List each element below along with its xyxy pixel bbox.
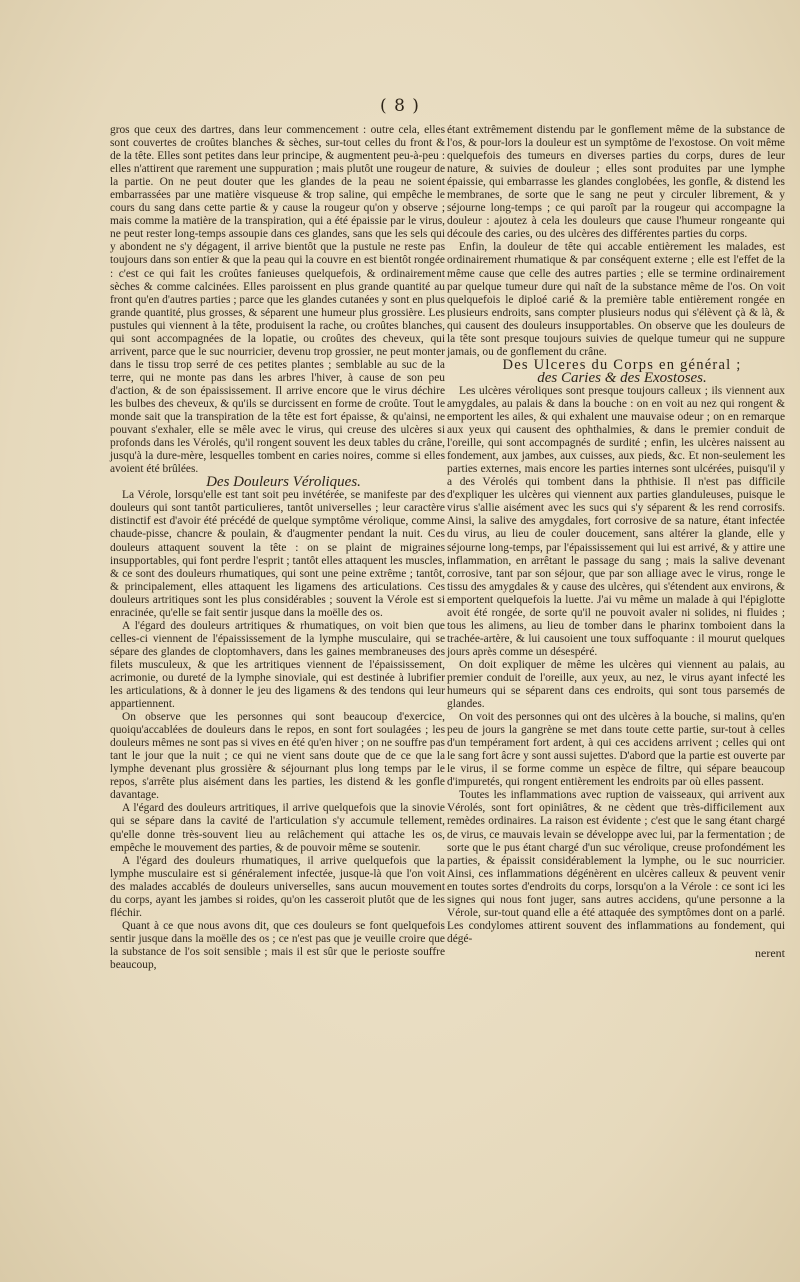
paragraph: La Vérole, lorsqu'elle est tant soit peu invétérée, se manifeste par des douleurs qui sont tantôt particulieres, tantôt universelles ; leur caractère distinctif est d'avoir été précédé de quelque symptôme vérolique, comme chaude-pisse, chancre & poulain, & d'augmenter pendant la nuit. Ces douleurs attaquent souvent la tête : on se plaint de migraines insupportables, qui font perdre l'esprit ; tantôt elles attaquent les muscles, & ce sont des douleurs rhumatiques, qui sont une peine extrême ; tantôt, & principalement, elles attaquent les ligamens des articulations. Ces douleurs artritiques sont les plus considérables ; souvent la Vérole est si enracinée, qu'elle se fait sentir jusque dans la moëlle des os. [110,489,445,619]
section-heading-ulceres: Des Ulceres du Corps en général ; [502,356,742,373]
paragraph: gros que ceux des dartres, dans leur commencement : outre cela, elles sont couvertes de croûtes blanches & sèches, sur-tout celles du front & de la tête. Elles sont petites dans leur principe, & augmentent peu-à-peu : elles n'attirent que rarement une suppuration ; mais plutôt une rougeur de la partie. On ne peut douter que les glandes de la peau ne soient embarrassées par une matière visqueuse & trop saline, qui empêche le cours du sang dans cette partie & y cause la rougeur qu'on y observe ; mais comme la matière de la transpiration, qui a été épaissie par le virus, ne peut rester long-temps assoupie dans ces glandes, sans que les sels qui y abondent ne s'y dégagent, il arrive bientôt que la pustule ne reste pas toujours dans son entier & que la peau qui la couvre en est bientôt rongée : c'est ce qui fait les croûtes fanieuses quelquefois, & ordinairement sèches & comme calcinées. Elles paroissent en plus grande quantité au front qu'en d'autres parties ; parce que les glandes cutanées y sont en plus grande quantité, plus grosses, & séparent une humeur plus grossière. Les pustules qui viennent à la tête, produisent la rache, ou croûtes blanches, qui sont accompagnées de la lopatie, ou croûtes des cheveux, qui arrivent, parce que le suc nourricier, devenu trop grossier, ne peut monter dans le tissu trop serré de ces petites plantes ; semblable au suc de la terre, qui ne monte pas dans les arbres l'hiver, à cause de son peu d'action, & de son épaississement. Il arrive encore que le virus déchire les bulbes des cheveux, & qu'ils se durcissent en forme de croûte. Tout le monde sait que la transpiration de la tête est fort épaisse, & qu'ainsi, ne pouvant s'exhaler, elle se mêle avec le virus, qui creuse des ulcères si profonds dans les Vérolés, qu'il rongent souvent les deux tables du crâne, jusqu'à la dure-mère, lesquelles tombent en caries noires, comme si elles avoient été brûlées. [110,124,445,476]
right-column [447,124,785,960]
left-column [110,124,445,972]
page-number: ( 8 ) [380,96,420,116]
paragraph: Enfin, la douleur de tête qui accable entièrement les malades, est ordinairement rhumatique & par conséquent externe ; elle est l'effet de la même cause que celle des autres parties ; elle se termine ordinairement par quelque tumeur dure qui naît de la substance même de l'os. On voit quelquefois le diploé carié & la première table entièrement rongée en plusieurs endroits, sans compter plusieurs nodus qui s'élèvent çà & là, & qui causent des douleurs insupportables. On observe que les douleurs de la tête sont presque toujours suivies de quelque tumeur qui ne suppure jamais, ou de gonflement du crâne. [447,241,785,358]
paragraph: étant extrêmement distendu par le gonflement même de la substance de l'os, & pour-lors la douleur est un symptôme de l'exostose. On voit même quelquefois des tumeurs en diverses parties du corps, dures de leur nature, & suivies de douleur ; elles sont produites par une lymphe épaissie, qui embarrasse les glandes conglobées, les gonfle, & distend les membranes, de sorte que le sang ne peut y circuler librement, & y séjourne long-temps ; ce qui paroît par la rougeur qui accompagne la douleur : ajoutez à cela les douleurs que cause l'humeur rongeante qui découle des caries, ou des ulcères des différentes parties du corps. [447,124,785,241]
paragraph: On voit des personnes qui ont des ulcères à la bouche, si malins, qu'en peu de jours la gangrène se met dans toute cette partie, sur-tout à celles d'un tempérament fort ardent, à qui ces accidens arrivent ; celles qui ont le sang fort âcre y sont aussi sujettes. D'abord que la partie est ouverte par le virus, il se forme comme un espèce de filtre, qui sépare beaucoup d'impuretés, qui rongent entièrement les endroits par où elles passent. [447,711,785,789]
paragraph: A l'égard des douleurs artritiques & rhumatiques, on voit bien que celles-ci viennent de l'épaississement de la lymphe musculaire, qui se sépare des glandes de cloptomhavers, dans les gaines membraneuses des filets musculeux, & que les artritiques viennent de l'épaississement, acrimonie, ou dureté de la lymphe sinoviale, qui est destinée à lubrifier les articulations, & à donner le jeu des ligamens & des tendons qui leur appartiennent. [110,619,445,711]
paragraph: A l'égard des douleurs artritiques, il arrive quelquefois que la sinovie qui se sépare dans la cavité de l'articulation s'y accumule tellement, qu'elle donne très-souvent lieu au relâchement qui attache les os, empêche le mouvement des parties, & de pouvoir même se soutenir. [110,802,445,854]
paragraph: A l'égard des douleurs rhumatiques, il arrive quelquefois que la lymphe musculaire est si généralement infectée, jusque-là que l'on voit des malades accablés de douleurs universelles, sans aucun mouvement du corps, ayant les jambes si roides, qu'on les casseroit plutôt que de les fléchir. [110,854,445,919]
paragraph: Toutes les inflammations avec ruption de vaisseaux, qui arrivent aux Vérolés, sont fort opiniâtres, & ne cèdent que très-difficilement aux remèdes ordinaires. La raison est évidente ; c'est que le sang étant chargé de virus, ce mauvais levain se développe avec lui, par la fermentation ; de sorte que le pus étant chargé d'un suc vérolique, creuse profondément les parties, & épaissit considérablement la lymphe, ou le suc nourricier. Ainsi, ces inflammations dégénèrent en ulcères calleux & peuvent venir en toutes sortes d'endroits du corps, lorsqu'on a la Vérole : ce sont ici les signes qui nous font juger, sans autres accidens, qu'une personne a la Vérole, sur-tout quand elle a été attaquée des symptômes dont on a parlé. Les condylomes attirent souvent des inflammations au fondement, qui dégé- [447,789,785,945]
paragraph: On doit expliquer de même les ulcères qui viennent au palais, au premier conduit de l'oreille, aux yeux, au nez, le virus ayant infecté les humeurs qui se séparent dans ces endroits, qui sont tous parsemés de glandes. [447,658,785,711]
paragraph: Les ulcères véroliques sont presque toujours calleux ; ils viennent aux amygdales, au palais & dans la bouche : on en voit au nez qui rongent & emportent les ailes, & qui exhalent une mauvaise odeur ; on en remarque aux yeux qui causent des ophthalmies, & dans le premier conduit de l'oreille, qui sont accompagnés de surdité ; enfin, les ulcères naissent au fondement, aux jambes, aux cuisses, aux pieds, &c. Et non-seulement les parties externes, mais encore les parties internes sont ulcérées, puisqu'il y a des Vérolés qui tombent dans la phthisie. Il n'est pas difficile d'expliquer les ulcères qui viennent aux parties glanduleuses, puisque le virus s'allie aisément avec les sucs qui s'y séparent & les rend corrosifs. Ainsi, la salive des amygdales, fort corrosive de sa nature, étant infectée du virus, au lieu de couler doucement, sans altérer la glande, elle y séjourne long-temps, par l'épaississement qui lui est arrivé, & y attire une inflammation, en arrêtant le passage du sang ; mais la salive devenant corrosive, tant par son séjour, que par son alliage avec le virus, ronge le tissu des amygdales & y cause des ulcères, qui s'étendent aux environs, & emportent quelquefois la luette. J'ai vu même un malade à qui l'épiglotte avoit été rongée, de sorte qu'il ne pouvoit avaler ni solides, ni fluides ; tous les alimens, au lieu de tomber dans le pharinx tomboient dans la trachée-artère, & lui causoient une toux suffoquante : il mourut quelques jours après comme un désespéré. [447,384,785,658]
catchword: nerent [755,945,785,960]
section-heading-douleurs: Des Douleurs Véroliques. [206,474,361,491]
section-subheading-caries: des Caries & des Exostoses. [537,369,707,386]
paragraph: On observe que les personnes qui sont beaucoup d'exercice, quoiqu'accablées de douleurs dans le repos, en sont fort soulagées ; les douleurs mêmes ne sont pas si vives en été qu'en hiver ; on ne souffre pas tant le jour que la nuit ; ce qui ne vient sans doute que de ce que la lymphe devenant plus grossière & séjournant plus long temps par le repos, s'arrête plus aisément dans les parties, les distend & les gonfle davantage. [110,711,445,802]
paragraph: Quant à ce que nous avons dit, que ces douleurs se font quelquefois sentir jusque dans la moëlle des os ; ce n'est pas que je veuille croire que la substance de l'os soit sensible ; mais il est sûr que le perioste souffre beaucoup, [110,919,445,971]
